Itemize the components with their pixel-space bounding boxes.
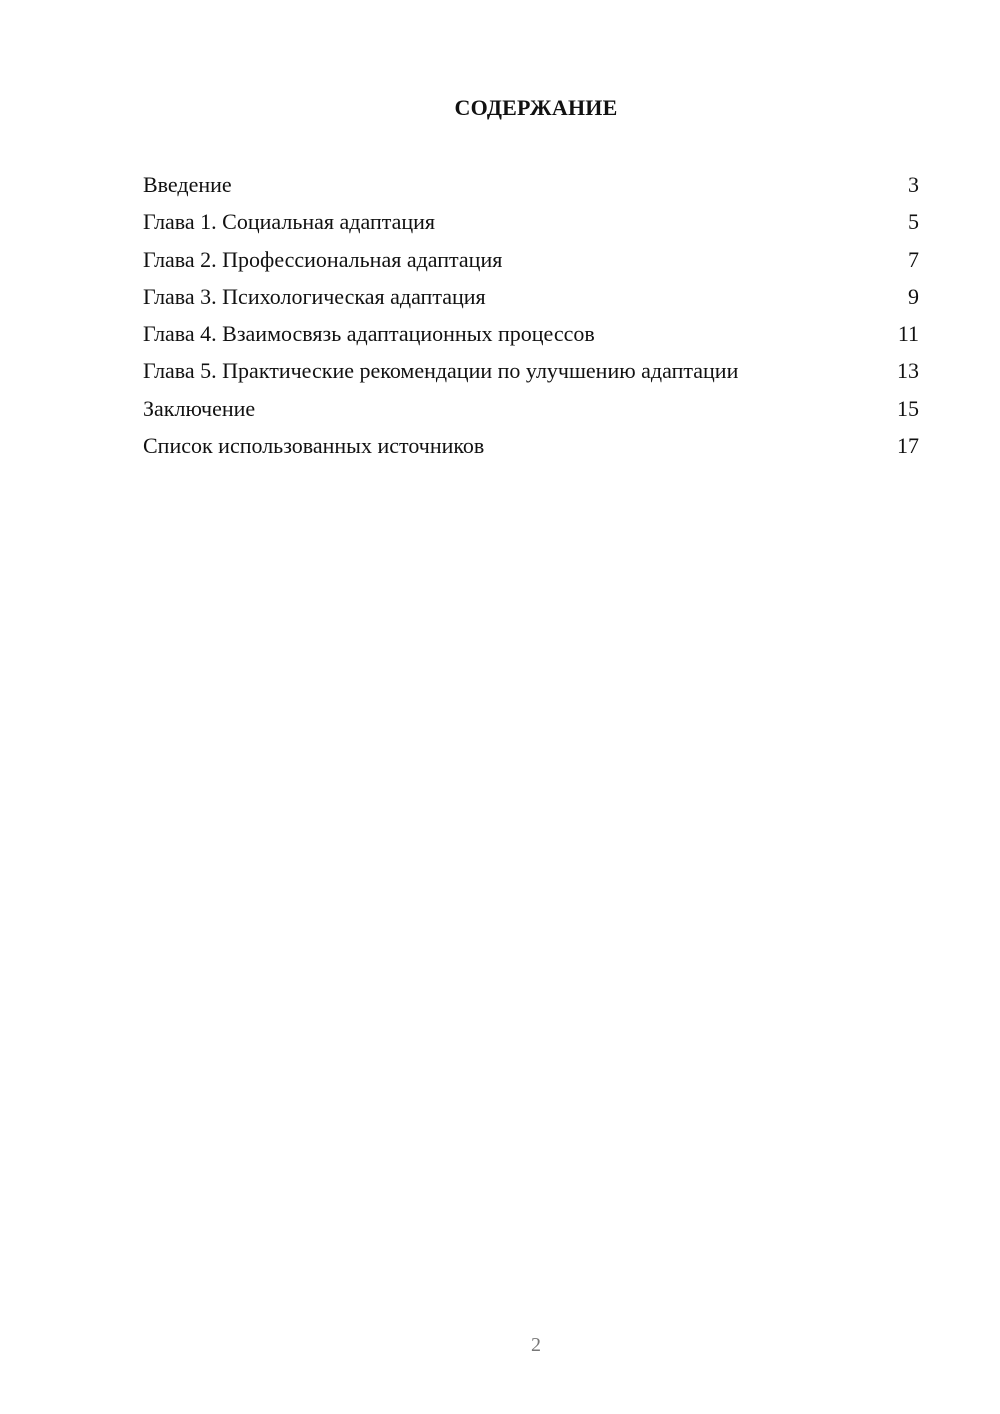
toc-entry-title: Глава 4. Взаимосвязь адаптационных процессов [143,321,595,347]
toc-entry-title: Глава 1. Социальная адаптация [143,209,436,235]
toc-entry-page: 13 [897,358,919,384]
toc-entry-title: Список использованных источников [143,433,485,459]
toc-entry [143,243,919,280]
toc-entry-page: 5 [908,209,919,235]
page-title: СОДЕРЖАНИЕ [454,95,618,120]
toc-entry-page: 9 [908,283,919,309]
toc-entry [143,317,919,354]
toc-entry-page: 7 [908,246,919,272]
toc-entry-page: 15 [897,395,919,421]
toc-entry-title: Заключение [143,395,256,421]
toc-entry-title: Введение [143,172,232,197]
toc-entry-page: 11 [897,321,919,347]
toc-entry [143,205,919,242]
toc-entry [143,354,919,391]
toc-entry [143,168,919,205]
toc-entry-page: 3 [908,172,919,197]
toc-entry [143,280,919,317]
toc-entry [143,392,919,429]
toc-entry-title: Глава 3. Психологическая адаптация [143,283,486,309]
toc-entry-title: Глава 5. Практические рекомендации по улучшению адаптации [143,358,739,384]
table-of-contents [143,168,919,466]
toc-entry-page: 17 [897,433,919,459]
toc-entry [143,429,919,466]
page-number: 2 [531,1334,541,1356]
toc-entry-title: Глава 2. Профессиональная адаптация [143,246,503,272]
